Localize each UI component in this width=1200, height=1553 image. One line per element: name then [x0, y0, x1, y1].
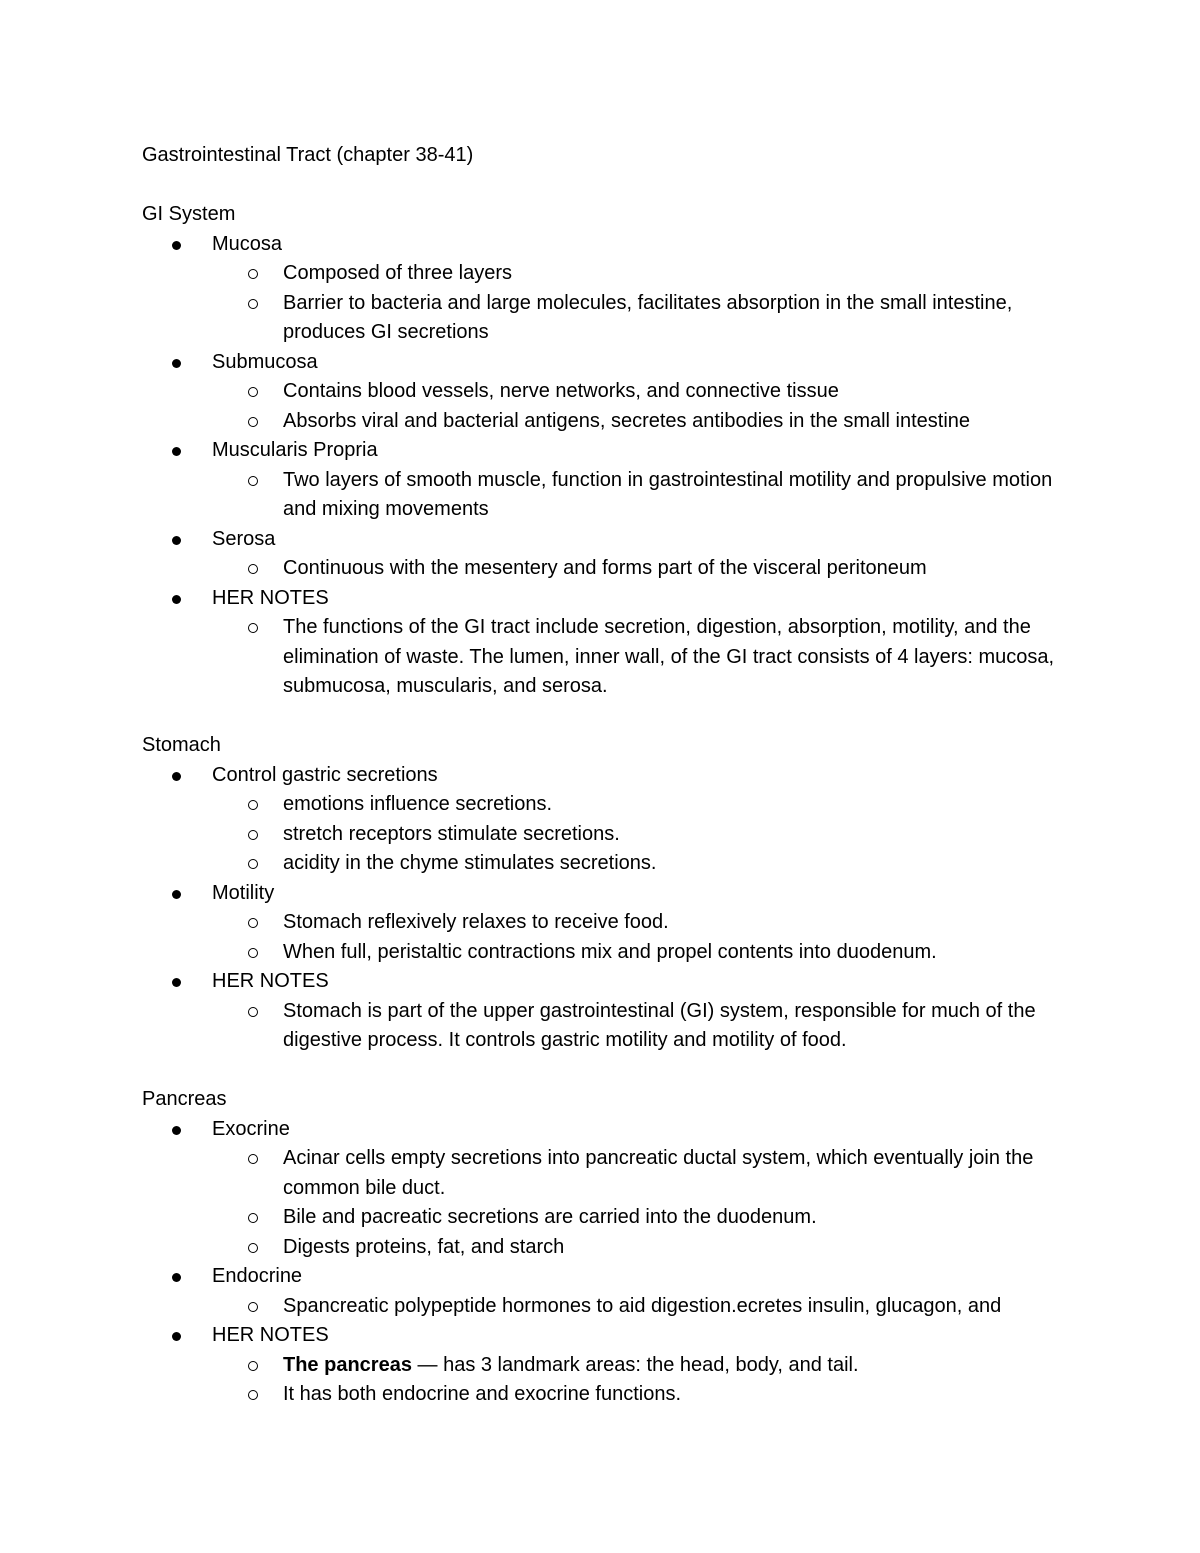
bullet-icon — [172, 1273, 181, 1282]
circle-bullet-icon — [248, 387, 258, 397]
bullet-icon — [172, 447, 181, 456]
sub-list-item — [212, 1233, 1072, 1263]
bullet-list — [142, 230, 1072, 702]
circle-bullet-icon — [248, 417, 258, 427]
sub-item-text: Spancreatic polypeptide hormones to aid digestion.ecretes insulin, glucagon, and — [283, 1294, 1002, 1317]
bullet-icon — [172, 1126, 181, 1135]
sub-item-text: Stomach reflexively relaxes to receive food. — [283, 911, 669, 933]
document-content — [142, 141, 1072, 1410]
circle-bullet-icon — [248, 1007, 258, 1017]
circle-bullet-icon — [248, 269, 258, 279]
list-item — [142, 1262, 1072, 1321]
circle-bullet-icon — [248, 564, 258, 574]
sub-list-item — [212, 554, 1072, 584]
sub-list-item — [212, 259, 1072, 289]
bullet-icon — [172, 241, 181, 250]
circle-bullet-icon — [248, 859, 258, 869]
list-item — [142, 761, 1072, 879]
sub-list-item — [212, 289, 1072, 348]
bullet-list — [142, 1115, 1072, 1410]
section-stomach — [142, 731, 1072, 1056]
bold-term: The pancreas — [283, 1353, 412, 1376]
sub-list-item — [212, 790, 1072, 820]
bullet-icon — [172, 978, 181, 987]
sub-list-item — [212, 908, 1072, 938]
list-item — [142, 525, 1072, 584]
sub-list — [212, 259, 1072, 348]
sub-list-item — [212, 1380, 1072, 1410]
sub-list — [212, 1351, 1072, 1410]
sub-list-item — [212, 997, 1072, 1056]
sub-list-item — [212, 377, 1072, 407]
item-label: Muscularis Propria — [212, 439, 378, 461]
sub-item-text: Two layers of smooth muscle, function in gastrointestinal motility and propulsive motion and mixing movements — [283, 468, 1053, 520]
sub-item-text: acidity in the chyme stimulates secretions. — [283, 852, 657, 874]
section-title: Stomach — [142, 734, 221, 756]
sub-list — [212, 790, 1072, 879]
sub-list — [212, 1144, 1072, 1262]
list-item — [142, 967, 1072, 1056]
sub-list — [212, 997, 1072, 1056]
circle-bullet-icon — [248, 948, 258, 958]
bullet-icon — [172, 359, 181, 368]
item-label: HER NOTES — [212, 970, 329, 992]
sub-item-text: When full, peristaltic contractions mix and propel contents into duodenum. — [283, 940, 937, 963]
item-label: Control gastric secretions — [212, 763, 438, 786]
list-item — [142, 436, 1072, 525]
circle-bullet-icon — [248, 1361, 258, 1371]
item-label: HER NOTES — [212, 586, 329, 609]
sub-item-text: Bile and pacreatic secretions are carried into the duodenum. — [283, 1206, 817, 1228]
sub-item-text: Stomach is part of the upper gastrointestinal (GI) system, responsible for much of the digestive process. It controls gastric motility and motility of food. — [283, 999, 1036, 1051]
sub-item-text: Digests proteins, fat, and starch — [283, 1235, 565, 1258]
sub-list-item — [212, 466, 1072, 525]
sub-list — [212, 908, 1072, 967]
bullet-icon — [172, 536, 181, 545]
section-title: Pancreas — [142, 1088, 227, 1110]
bullet-icon — [172, 595, 181, 604]
list-item — [142, 879, 1072, 968]
list-item — [142, 230, 1072, 348]
item-label: HER NOTES — [212, 1324, 329, 1346]
section-pancreas — [142, 1085, 1072, 1410]
sub-list — [212, 466, 1072, 525]
sub-list-item — [212, 1203, 1072, 1233]
sub-list — [212, 1292, 1072, 1322]
sub-list — [212, 613, 1072, 702]
circle-bullet-icon — [248, 1213, 258, 1223]
sub-list-item — [212, 820, 1072, 850]
sub-item-text: Continuous with the mesentery and forms part of the visceral peritoneum — [283, 557, 927, 579]
sub-list-item — [212, 938, 1072, 968]
circle-bullet-icon — [248, 800, 258, 810]
circle-bullet-icon — [248, 476, 258, 486]
bullet-icon — [172, 772, 181, 781]
circle-bullet-icon — [248, 1390, 258, 1400]
item-label: Submucosa — [212, 350, 318, 373]
section-gi-system — [142, 200, 1072, 702]
circle-bullet-icon — [248, 830, 258, 840]
circle-bullet-icon — [248, 623, 258, 633]
circle-bullet-icon — [248, 1243, 258, 1253]
sub-item-text: stretch receptors stimulate secretions. — [283, 822, 620, 845]
item-label: Serosa — [212, 527, 276, 550]
bullet-icon — [172, 890, 181, 899]
sub-item-text: Absorbs viral and bacterial antigens, secretes antibodies in the small intestine — [283, 409, 971, 432]
sub-item-text: It has both endocrine and exocrine functions. — [283, 1383, 682, 1405]
document-title: Gastrointestinal Tract (chapter 38-41) — [142, 144, 474, 166]
sub-item-text: Contains blood vessels, nerve networks, and connective tissue — [283, 380, 839, 402]
sub-list-item — [212, 613, 1072, 702]
item-label: Endocrine — [212, 1265, 303, 1287]
item-label: Exocrine — [212, 1117, 290, 1140]
sub-list — [212, 377, 1072, 436]
sub-list-item — [212, 1144, 1072, 1203]
sub-item-text: — has 3 landmark areas: the head, body, and tail. — [417, 1353, 859, 1376]
circle-bullet-icon — [248, 299, 258, 309]
list-item — [142, 1115, 1072, 1263]
sub-item-text: Composed of three layers — [283, 262, 513, 284]
bullet-list — [142, 761, 1072, 1056]
sub-list — [212, 554, 1072, 584]
list-item — [142, 1321, 1072, 1410]
sub-item-text: Barrier to bacteria and large molecules, facilitates absorption in the small intestine, produces GI secretions — [283, 291, 1013, 343]
sub-item-text: The functions of the GI tract include secretion, digestion, absorption, motility, and the elimination of waste. The lumen, inner wall, of the GI tract consists of 4 layers: mucosa, submucosa, muscularis, and serosa. — [283, 616, 1055, 697]
list-item — [142, 348, 1072, 437]
section-title: GI System — [142, 203, 236, 225]
bullet-icon — [172, 1332, 181, 1341]
sub-list-item — [212, 849, 1072, 879]
sub-list-item — [212, 1292, 1072, 1322]
item-label: Motility — [212, 881, 275, 904]
item-label: Mucosa — [212, 232, 283, 255]
circle-bullet-icon — [248, 1302, 258, 1312]
sub-list-item — [212, 407, 1072, 437]
circle-bullet-icon — [248, 918, 258, 928]
sub-item-text: emotions influence secretions. — [283, 793, 553, 815]
circle-bullet-icon — [248, 1154, 258, 1164]
sub-item-text: Acinar cells empty secretions into pancreatic ductal system, which eventually join the common bile duct. — [283, 1147, 1034, 1199]
sub-list-item — [212, 1351, 1072, 1381]
list-item — [142, 584, 1072, 702]
